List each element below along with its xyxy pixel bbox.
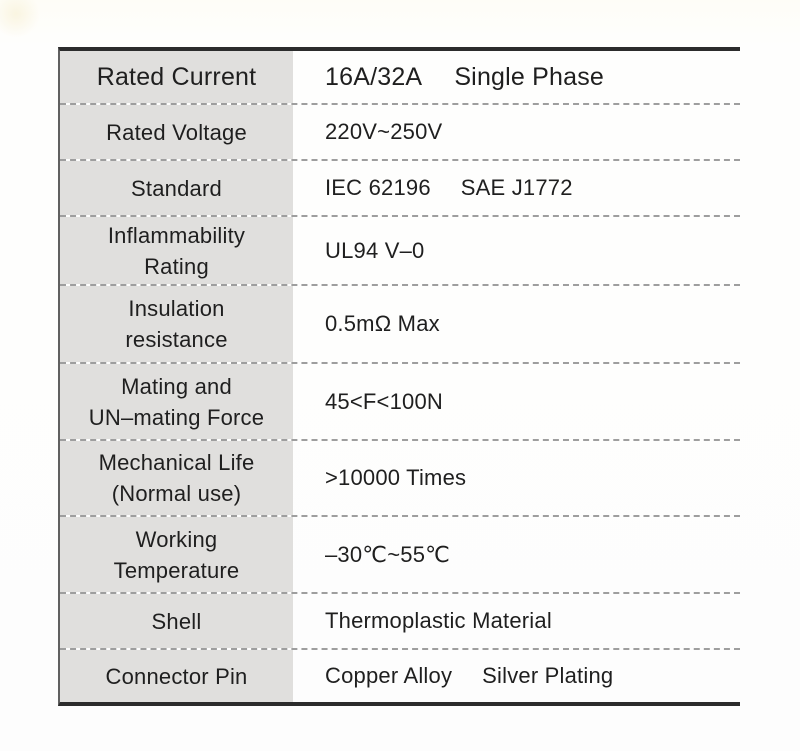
row-label-text: Connector Pin [105,663,248,689]
row-label-cell [60,650,293,702]
row-label-cell [60,594,293,648]
row-label-text: Standard [131,175,222,201]
row-label-text: Rated Voltage [106,119,247,145]
row-value-text: 220V~250V [325,119,443,144]
row-label-cell [60,51,293,103]
row-label-text: Temperature [113,557,240,583]
row-value-text: UL94 V–0 [325,237,425,263]
row-value-secondary: Single Phase [454,62,605,91]
row-label-cell [60,161,293,215]
table-row-mechanical-life [60,439,740,515]
table-row-inflammability-rating [60,215,740,284]
row-value-cell [293,286,740,362]
row-value-cell [293,441,740,515]
row-value-text: 0.5mΩ Max [325,311,440,336]
row-value-text: 16A/32A [325,62,423,91]
row-value-cell [293,161,740,215]
row-label-cell [60,517,293,592]
row-label-text: Working [135,526,218,552]
row-value-text: 45<F<100N [325,388,443,414]
row-value-text: IEC 62196 [325,175,431,200]
row-value-text: –30℃~55℃ [325,541,451,567]
row-label-text: UN–mating Force [88,404,265,430]
row-value-secondary: SAE J1772 [460,175,573,200]
table-row-working-temperature [60,515,740,592]
row-label-cell [60,441,293,515]
table-row-connector-pin [60,648,740,702]
row-value-cell [293,51,740,103]
row-value-cell [293,364,740,439]
row-value-text: Copper Alloy [325,663,453,688]
row-label-cell [60,286,293,362]
row-value-cell [293,650,740,702]
row-label-text: Mating and [121,373,232,399]
row-label-text: Mechanical Life [98,450,255,475]
row-value-secondary: Silver Plating [482,663,614,688]
row-label-cell [60,364,293,439]
row-label-cell [60,217,293,284]
table-row-standard [60,159,740,215]
table-row-shell [60,592,740,648]
table-row-rated-current [60,51,740,103]
row-label-text: (Normal use) [111,481,242,506]
row-label-text: Rating [144,253,209,279]
table-row-insulation-resistance [60,284,740,362]
row-label-text: Shell [151,608,202,634]
row-value-cell [293,517,740,592]
row-label-text: Inflammability [107,222,246,248]
table-row-rated-voltage [60,103,740,159]
row-label-cell [60,105,293,159]
row-label-text: Rated Current [96,62,257,91]
row-value-cell [293,217,740,284]
table-row-mating-force [60,362,740,439]
spec-table [58,47,740,706]
row-label-text: Insulation [128,296,225,321]
row-label-text: resistance [125,327,228,352]
row-value-text: >10000 Times [325,465,467,490]
row-value-cell [293,105,740,159]
row-value-cell [293,594,740,648]
row-value-text: Thermoplastic Material [325,608,552,633]
